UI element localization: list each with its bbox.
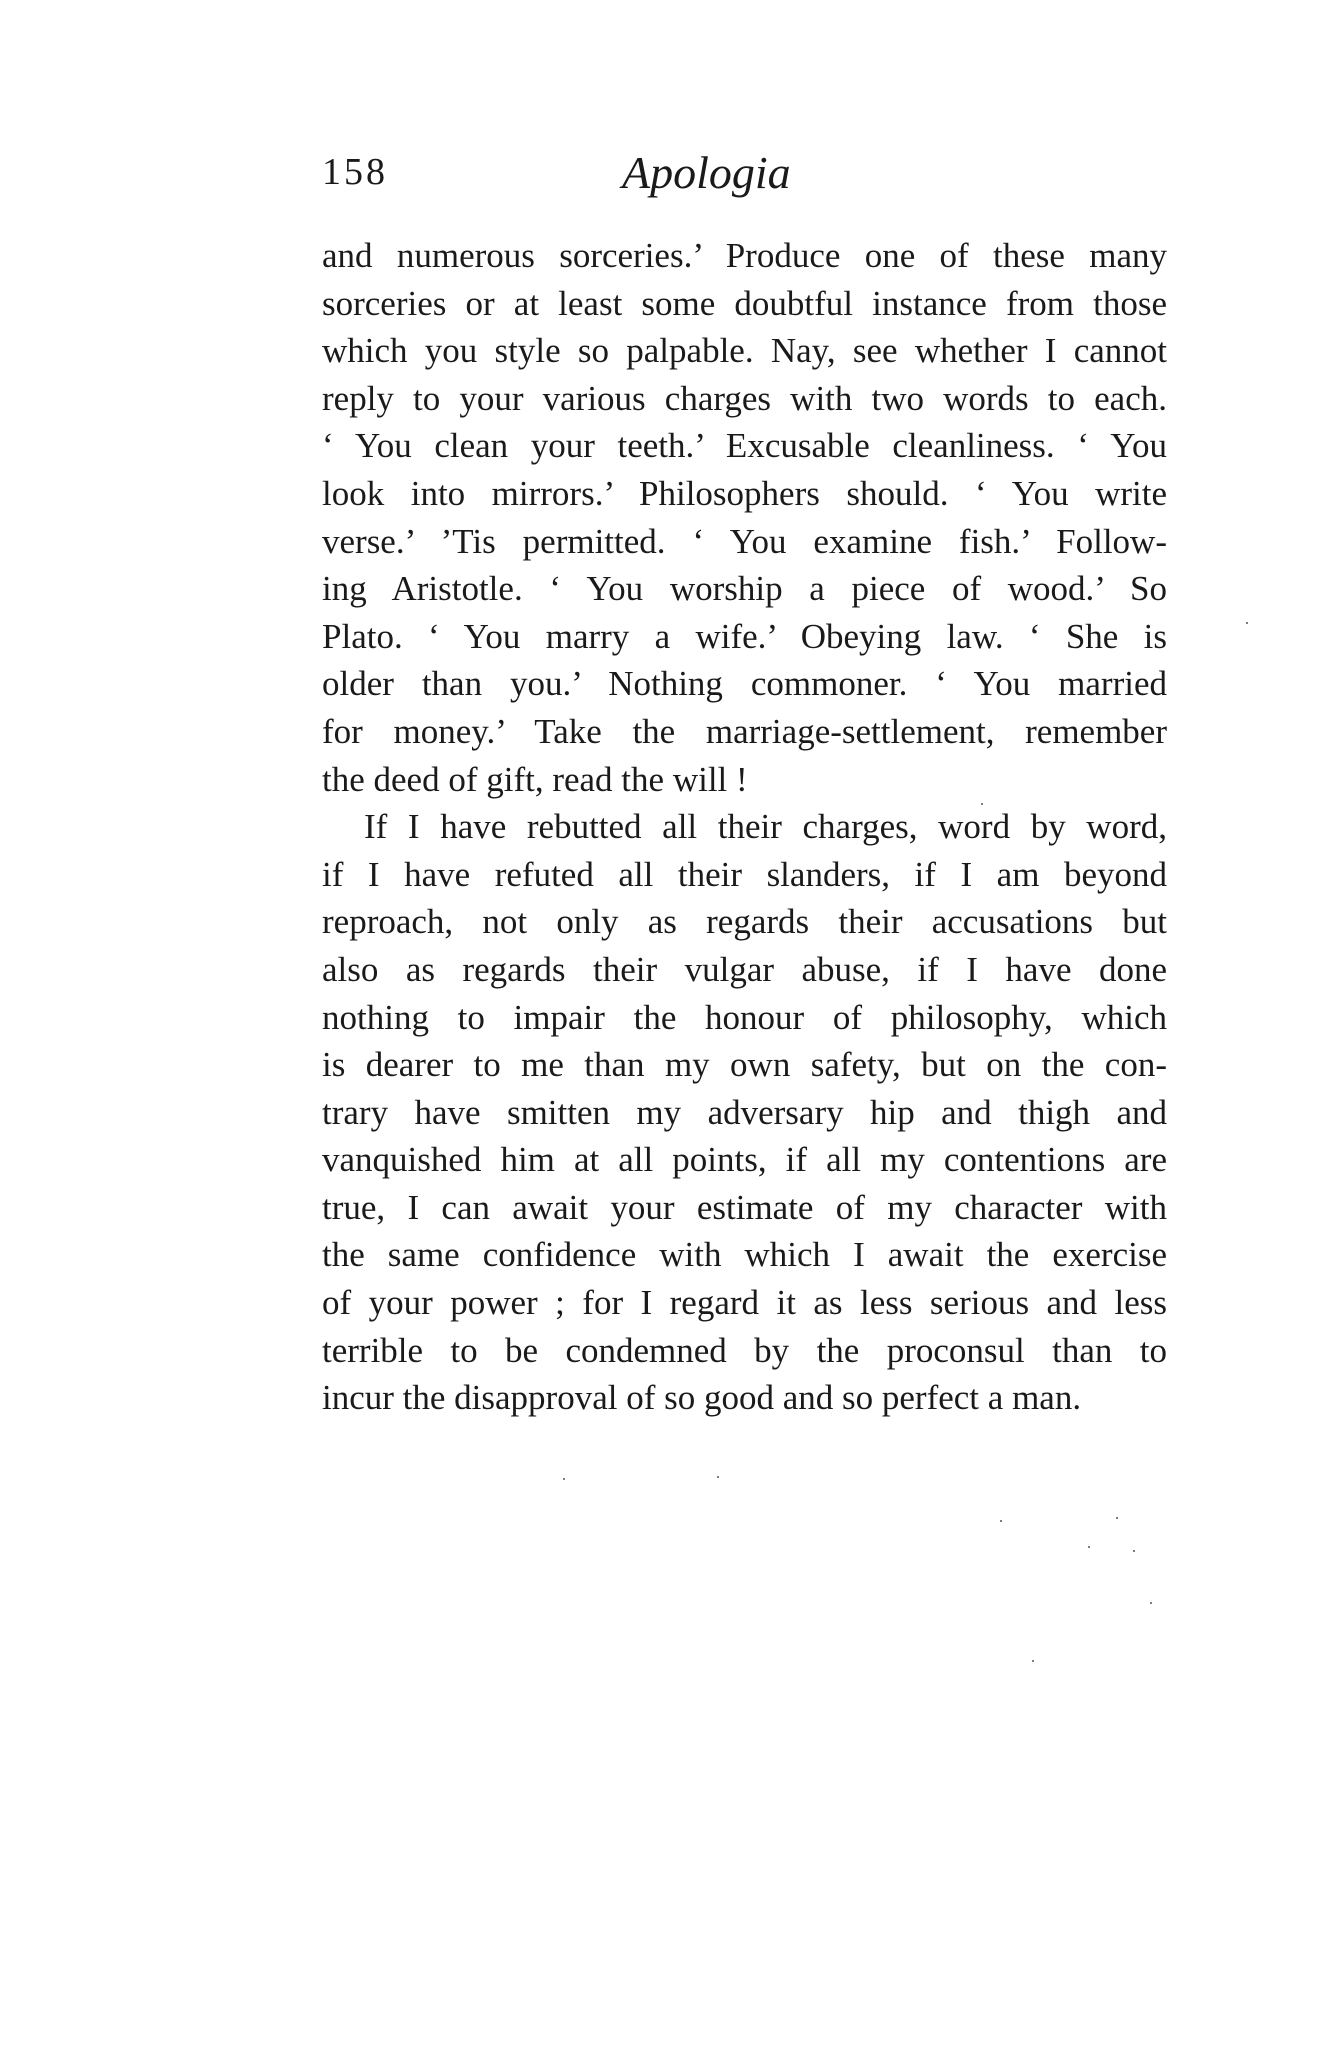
running-head	[322, 147, 1162, 210]
scan-speck	[1032, 1660, 1034, 1662]
running-title: Apologia	[622, 147, 791, 198]
text-line: reply to your various charges with two words to each.	[322, 378, 1167, 418]
text-line: terrible to be condemned by the proconsul than to	[322, 1330, 1167, 1370]
text-line: If I have rebutted all their charges, word by word,	[364, 807, 1167, 847]
paragraph-2	[322, 803, 1167, 1422]
text-line: verse.’ ’Tis permitted. ‘ You examine fish.’ Follow-	[322, 521, 1167, 561]
scan-speck	[563, 1478, 565, 1480]
paragraph-1	[322, 232, 1167, 803]
body-text	[322, 232, 1167, 1422]
text-line: nothing to impair the honour of philosophy, which	[322, 997, 1167, 1037]
scan-speck	[981, 803, 983, 805]
text-line: of your power ; for I regard it as less serious and less	[322, 1283, 1167, 1323]
text-line: ing Aristotle. ‘ You worship a piece of wood.’ So	[322, 569, 1167, 609]
text-line: vanquished him at all points, if all my contentions are	[322, 1140, 1167, 1180]
text-line: true, I can await your estimate of my character with	[322, 1187, 1167, 1227]
text-line: incur the disapproval of so good and so perfect a man.	[322, 1378, 1082, 1418]
text-line: and numerous sorceries.’ Produce one of these many	[322, 236, 1167, 275]
text-line: for money.’ Take the marriage-settlement, remember	[322, 711, 1167, 751]
text-line: reproach, not only as regards their accusations but	[322, 902, 1167, 942]
text-line: also as regards their vulgar abuse, if I have done	[322, 949, 1167, 989]
text-line: which you style so palpable. Nay, see whether I cannot	[322, 331, 1167, 371]
scan-speck	[1116, 1517, 1118, 1519]
text-line: older than you.’ Nothing commoner. ‘ You married	[322, 664, 1167, 704]
text-line: if I have refuted all their slanders, if I am beyond	[322, 854, 1167, 894]
scan-speck	[1000, 1520, 1002, 1522]
text-line: sorceries or at least some doubtful instance from those	[322, 283, 1167, 323]
text-line: is dearer to me than my own safety, but on the con-	[322, 1045, 1167, 1085]
text-line: trary have smitten my adversary hip and thigh and	[322, 1092, 1167, 1132]
text-line: the same confidence with which I await the exercise	[322, 1235, 1167, 1275]
text-line: Plato. ‘ You marry a wife.’ Obeying law. ‘ She is	[322, 616, 1167, 656]
scan-speck	[1246, 622, 1248, 624]
text-line: ‘ You clean your teeth.’ Excusable cleanliness. ‘ You	[322, 426, 1167, 466]
text-line: look into mirrors.’ Philosophers should. ‘ You write	[322, 473, 1167, 513]
scan-speck	[717, 1476, 719, 1478]
scan-speck	[1150, 1602, 1152, 1604]
scan-speck	[1133, 1550, 1135, 1552]
text-line: the deed of gift, read the will !	[322, 759, 748, 799]
page-number: 158	[322, 151, 388, 193]
scan-speck	[1088, 1546, 1090, 1548]
